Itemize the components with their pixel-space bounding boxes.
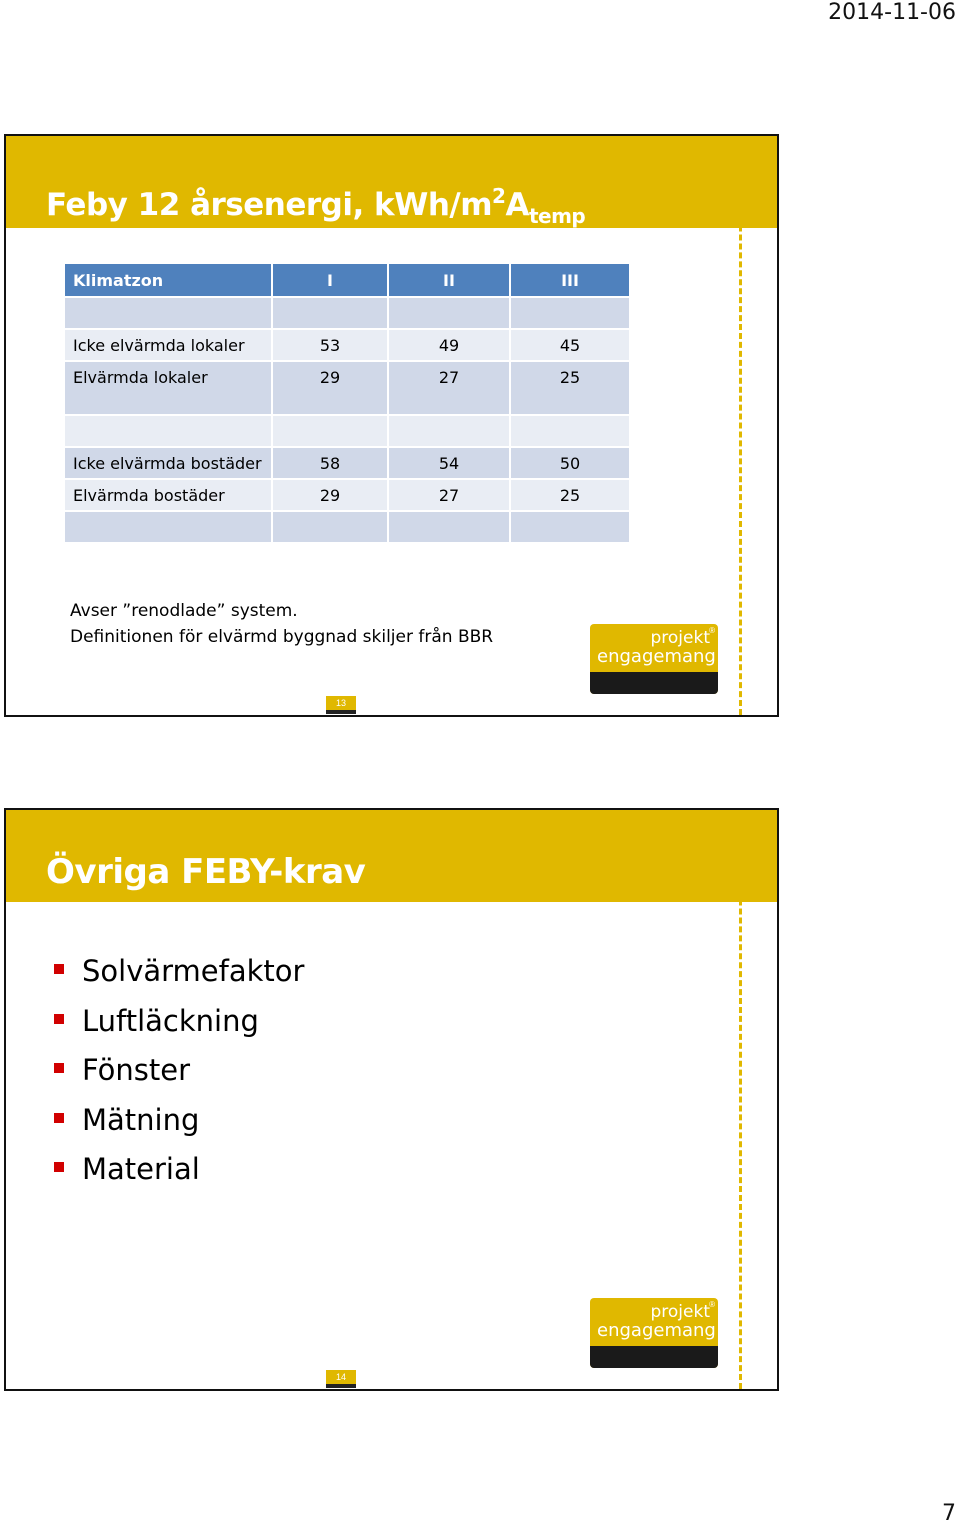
bullet-square-icon (54, 1014, 64, 1024)
table-cell: 53 (273, 330, 387, 360)
table-row (65, 416, 629, 446)
table-cell (389, 512, 509, 542)
list-item-label: Luftläckning (82, 1003, 259, 1038)
projekt-engagemang-logo (590, 624, 718, 694)
table-cell: 27 (389, 362, 509, 414)
list-item (54, 1150, 304, 1200)
slide-title (46, 184, 585, 228)
logo-registered-mark: ® (709, 626, 715, 635)
bullet-square-icon (54, 964, 64, 974)
table-header-row (65, 264, 629, 296)
energy-table (63, 262, 631, 544)
table-row (65, 362, 629, 414)
logo-line-1: projekt (650, 628, 710, 648)
table-cell (65, 512, 271, 542)
table-row (65, 480, 629, 510)
table-row (65, 512, 629, 542)
table-cell: 29 (273, 362, 387, 414)
table-cell: Elvärmda bostäder (65, 480, 271, 510)
note-line-2: Definitionen för elvärmd byggnad skiljer från BBR (70, 627, 494, 647)
page-date: 2014-11-06 (828, 0, 956, 25)
table-cell (389, 416, 509, 446)
table-cell: 25 (511, 362, 629, 414)
logo-bar (590, 1346, 718, 1368)
table-header-cell: Klimatzon (65, 264, 271, 296)
table-cell (273, 298, 387, 328)
table-cell: 45 (511, 330, 629, 360)
page-number: 7 (942, 1501, 956, 1526)
table-cell: 25 (511, 480, 629, 510)
table-row (65, 448, 629, 478)
title-superscript: 2 (492, 184, 506, 208)
table-cell (511, 512, 629, 542)
table-cell: Icke elvärmda bostäder (65, 448, 271, 478)
table-row (65, 298, 629, 328)
list-item (54, 1101, 304, 1151)
table-cell: 49 (389, 330, 509, 360)
list-item-label: Material (82, 1152, 200, 1186)
table-cell: Elvärmda lokaler (65, 362, 271, 414)
title-main: Feby 12 årsenergi, kWh/m (46, 187, 493, 223)
table-row (65, 330, 629, 360)
table-cell (511, 416, 629, 446)
table-cell (389, 298, 509, 328)
logo-bar (590, 672, 718, 694)
table-cell (273, 512, 387, 542)
table-cell: 29 (273, 480, 387, 510)
slide-title: Övriga FEBY-krav (46, 852, 366, 892)
table-cell (65, 416, 271, 446)
projekt-engagemang-logo (590, 1298, 718, 1368)
table-cell: 54 (389, 448, 509, 478)
list-item (54, 1002, 304, 1052)
requirements-list (54, 952, 304, 1200)
bullet-square-icon (54, 1063, 64, 1073)
logo-line-2: engagemang (597, 646, 716, 667)
bullet-square-icon (54, 1162, 64, 1172)
bullet-square-icon (54, 1113, 64, 1123)
slide-14 (4, 808, 779, 1391)
slide-number: 14 (326, 1370, 356, 1388)
logo-line-2: engagemang (597, 1320, 716, 1341)
slide-number: 13 (326, 696, 356, 714)
list-item (54, 1051, 304, 1101)
table-cell: 27 (389, 480, 509, 510)
list-item (54, 952, 304, 1002)
slide-13 (4, 134, 779, 717)
title-a: A (505, 187, 529, 223)
table-cell (273, 416, 387, 446)
table-header-cell: II (389, 264, 509, 296)
logo-registered-mark: ® (709, 1300, 715, 1309)
note-line-1: Avser ”renodlade” system. (70, 601, 298, 621)
table-cell (511, 298, 629, 328)
dashed-divider (739, 136, 742, 715)
list-item-label: Fönster (82, 1053, 191, 1087)
table-cell: 50 (511, 448, 629, 478)
title-subscript: temp (528, 204, 586, 228)
table-cell (65, 298, 271, 328)
list-item-label: Mätning (82, 1102, 200, 1137)
table-header-cell: I (273, 264, 387, 296)
dashed-divider (739, 810, 742, 1389)
table-cell: 58 (273, 448, 387, 478)
list-item-label: Solvärmefaktor (82, 954, 305, 988)
logo-line-1: projekt (650, 1302, 710, 1322)
table-header-cell: III (511, 264, 629, 296)
table-cell: Icke elvärmda lokaler (65, 330, 271, 360)
